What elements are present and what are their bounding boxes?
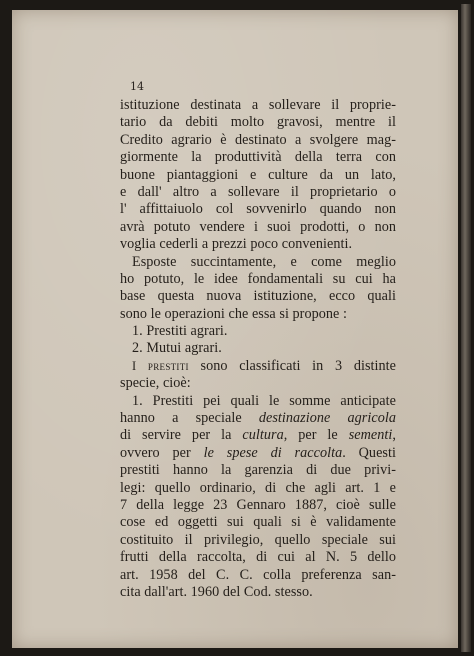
italic-term: sementi (348, 427, 393, 444)
text-line: tario da debiti molto gravosi, mentre il (120, 114, 396, 131)
text-line: base questa nuova istituzione, ecco quali (120, 288, 396, 305)
text-line: I prestiti sono classificati in 3 distinte (132, 357, 396, 374)
text-line: cita dall'art. 1960 del Cod. stesso. (120, 583, 313, 600)
text-line: e dall' altro a sollevare il proprietario o (120, 183, 396, 200)
text-line: sono le operazioni che essa si propone : (120, 305, 347, 322)
text-line: di servire per la cultura, per le sementi, (120, 427, 396, 444)
text-line: prestiti hanno la garenzia di due privi- (120, 462, 396, 479)
text-line: voglia cederli a prezzi poco convenienti. (120, 236, 353, 253)
text-line: l' affittaiuolo col sovvenirlo quando non (120, 201, 396, 218)
small-caps-term: I prestiti (132, 358, 189, 373)
text-line: avrà potuto vendere i suoi prodotti, o non (120, 218, 396, 235)
text-line: art. 1958 del C. C. colla preferenza san- (120, 566, 396, 583)
text-line: Esposte succintamente, e come meglio (132, 253, 396, 270)
text-line: 1. Prestiti pei quali le somme anticipate (132, 392, 396, 409)
text-line: ovvero per le spese di raccolta. Questi (120, 444, 396, 461)
text-line: legi: quello ordinario, di che agli art. 1 e (120, 479, 396, 496)
italic-term: destinazione agricola (258, 410, 396, 427)
text-line: ho potuto, le idee fondamentali su cui ha (120, 270, 396, 287)
italic-term: cultura (242, 427, 284, 444)
text-line: Credito agrario è destinato a svolgere mag- (120, 131, 396, 148)
text-line: 7 della legge 23 Gennaro 1887, cioè sulle (120, 496, 396, 513)
body-text (120, 97, 396, 601)
text-line: istituzione destinata a sollevare il proprie- (120, 97, 396, 113)
list-item: 1. Prestiti agrari. (132, 323, 228, 340)
page-edge (461, 4, 471, 652)
text-line: giormente la produttività della terra con (120, 149, 396, 166)
page-number: 14 (130, 80, 144, 93)
text-line: buone piantaggioni e culture da un lato, (120, 166, 396, 183)
text-line: costituito il privilegio, quello speciale sui (120, 531, 396, 548)
text-line: cose ed oggetti sui quali si è validamente (120, 514, 396, 531)
list-item: 2. Mutui agrari. (132, 340, 222, 357)
text-line: frutti della raccolta, di cui al N. 5 dello (120, 549, 396, 566)
italic-term: le spese di raccolta (203, 444, 343, 461)
text-line: hanno a speciale destinazione agricola (120, 410, 396, 427)
text-line: specie, cioè: (120, 375, 191, 392)
